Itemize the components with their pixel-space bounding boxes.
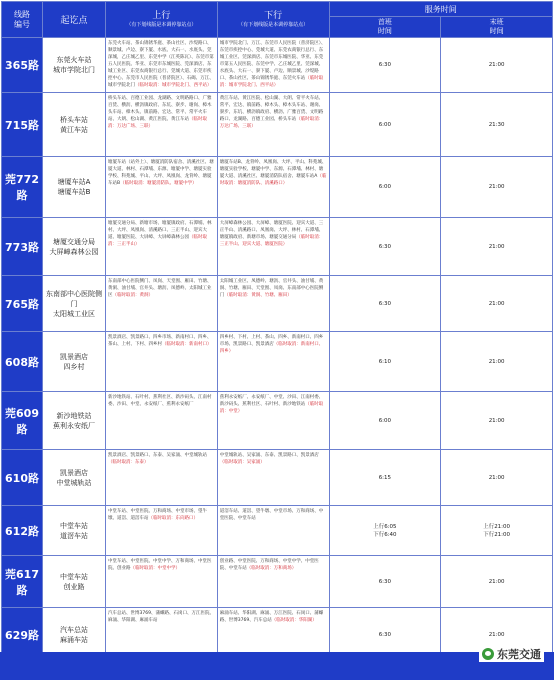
down-cancel-note: （临时取消：城市学院北门、西平站） (219, 76, 324, 88)
route-terminals (43, 392, 106, 450)
down-stops (217, 157, 329, 218)
terminal-b: 中堂城轨站 (56, 478, 92, 487)
route-number: 莞772路 (2, 157, 43, 218)
first-bus-time: 6:10 (329, 332, 441, 392)
terminal-a: 凯景酒店 (60, 352, 88, 361)
first-bus-time: 6:00 (329, 392, 441, 450)
up-stops (106, 450, 218, 506)
route-terminals (43, 157, 106, 218)
route-terminals (43, 218, 106, 276)
header-first: 首班 时间 (329, 17, 441, 38)
terminal-a: 汽车总站 (60, 625, 88, 634)
last-bus-time: 21:00 (441, 392, 553, 450)
first-bus-time: 6:30 (329, 608, 441, 662)
wechat-icon (482, 648, 494, 660)
last-bus-time: 21:00 (441, 218, 553, 276)
up-stops (106, 332, 218, 392)
down-stop-list: 黄江车站、黄江医院、松山湖、大朗、常平火车站、常平、宏达、镇前路、樟木头、樟木头车站、谢岗、寮步、东坑、横沥镇政府、横沥、广雅百货、文明路路口、龙湖路、百德工业园、桥头车站 (219, 96, 324, 122)
down-stop-list: 太阳城工业区、凤德岭、塘沥、官井头、油甘埔、黄洞、竹塘、雁田、天堂围、凤岗、东南部中心医院侧门 (219, 279, 324, 298)
route-rows (2, 38, 553, 662)
table-row (2, 332, 553, 392)
down-cancel-note: （临时取消：华阳湖） (271, 618, 317, 623)
route-number: 715路 (2, 93, 43, 157)
terminal-b: 麻涌车站 (60, 635, 88, 644)
down-stop-list: 创业路、中堂医院、万和商场、中堂中学、中堂医院、中堂车站 (219, 559, 319, 571)
up-stop-list: 塘厦交通分局、新塘市场、塘厦镇政府、石潭埔、林村、大坪、凤凰岗、清溪路口、三正半山、迎宾大道、塘厦医院、大屏嶂、大屏嶂森林公园 (108, 221, 212, 240)
terminal-b: 黄江车站 (60, 125, 88, 134)
down-stops (217, 450, 329, 506)
terminal-a: 中堂车站 (60, 572, 88, 581)
down-stops (217, 392, 329, 450)
down-cancel-note: （临时取消：三正半山、迎宾大道、塘厦医院） (219, 235, 324, 247)
route-terminals (43, 276, 106, 332)
up-stop-list: 中堂车站、中堂医院、中堂中学、万和商场、中堂医院、创业路 (108, 559, 212, 571)
down-stops (217, 276, 329, 332)
up-stop-list: 新沙地铁站、石叶村、蕉利社区、新沙码头、江南村委、沙田、中堂、永安纸厂、蕉利永安纸厂 (108, 395, 212, 407)
up-stops (106, 506, 218, 556)
terminal-b: 大屏嶂森林公园 (49, 247, 99, 256)
down-stop-list: 中堂城轨站、吴家涌、东泰、凯景路口、凯景酒店 (219, 453, 319, 458)
last-bus-time: 21:00 (441, 157, 553, 218)
down-stops (217, 332, 329, 392)
route-terminals (43, 332, 106, 392)
terminal-a: 塘厦交通分局 (53, 237, 95, 246)
down-cancel-note: （临时取消：吴家涌） (219, 460, 265, 465)
terminal-b: 四乡村 (63, 362, 85, 371)
terminal-b: 太阳城工业区 (53, 309, 95, 318)
terminal-b: 道滘车站 (60, 531, 88, 540)
route-number: 610路 (2, 450, 43, 506)
up-stop-list: 桥头车站、百德工业园、龙湖路、文明路路口、广雅百货、横沥、横沥镇政府、东坑、寮步、谢岗、樟木头车站、樟木头、镇前路、宏达、常平、常平火车站、大朗、松山湖、黄江医院、黄江车站 (108, 96, 212, 122)
up-cancel-note: （临时取消：黄洞） (112, 293, 153, 298)
terminal-a: 东南部中心医院侧门 (46, 289, 102, 308)
up-stops (106, 276, 218, 332)
terminal-a: 凯景酒店 (60, 468, 88, 477)
up-cancel-note: （临时取消：东向路口） (148, 516, 198, 521)
last-bus-time: 21:00 (441, 276, 553, 332)
up-stops (106, 218, 218, 276)
route-number: 773路 (2, 218, 43, 276)
last-bus-time: 21:00 (441, 38, 553, 93)
up-cancel-note: （临时取消：塘厦消防队、塘厦中学） (120, 181, 197, 186)
route-terminals (43, 450, 106, 506)
route-terminals (43, 506, 106, 556)
route-number: 莞617路 (2, 556, 43, 608)
down-stop-list: 大屏嶂森林公园、大屏嶂、塘厦医院、迎宾大道、三正半山、清溪路口、凤凰岗、大坪、林村、石潭埔、塘厦镇政府、新塘市场、塘厦交通分局 (219, 221, 324, 240)
down-stop-list: 麻涌车站、华阳湖、麻涌、万江医院、石岗口、蒲螺路、世博3769、汽车总站 (219, 611, 324, 623)
table-row (2, 157, 553, 218)
terminal-b: 创业路 (63, 582, 85, 591)
down-stops (217, 38, 329, 93)
header-line-no: 线路 编号 (2, 2, 43, 38)
up-stop-list: 东莞火车站、茶山锦锈华庭、茶山社区、沙堤路口、顺景城、卢边、寮下厦、水底、大石一、水底头、莞深城，乙庄城乙里、东莞中学（江英陈瓦）、东莞市第五人民医院、华亚、东莞市东城医院、莞深酒店、东城工业区、东莞农商银行总行、莞城大道、东莞市疾控中心、东莞市人民医院（普济院区）、石碣、万江、城市学院北门 (108, 41, 214, 88)
down-cancel-note: （临时取消：万和商场） (246, 566, 297, 571)
down-cancel-note: （临时取消：万达广场、三联） (219, 117, 324, 129)
route-number: 608路 (2, 332, 43, 392)
table-row (2, 38, 553, 93)
route-terminals (43, 93, 106, 157)
table-row (2, 450, 553, 506)
table-row (2, 392, 553, 450)
down-stop-list: 道滘车站、道滘、望牛墩、中堂市场、万和商场、中堂医院、中堂车站 (219, 509, 324, 521)
first-bus-time: 6:15 (329, 450, 441, 506)
footer-bar (0, 652, 554, 680)
down-cancel-note: （临时取消：黄洞、竹塘、雁田） (224, 293, 292, 298)
up-cancel-note: （临时取消：新南村口） (162, 342, 212, 347)
route-number: 莞609路 (2, 392, 43, 450)
route-terminals (43, 38, 106, 93)
table-row (2, 276, 553, 332)
terminal-a: 中堂车站 (60, 521, 88, 530)
first-bus-time: 上行6:05 下行6:40 (329, 506, 441, 556)
first-bus-time: 6:00 (329, 93, 441, 157)
last-bus-time: 上行21:00 下行21:00 (441, 506, 553, 556)
terminal-a: 东莞火车站 (56, 56, 92, 64)
last-bus-time: 21:00 (441, 608, 553, 662)
down-stop-list: 蕉利永安纸厂、永安纸厂、中堂、沙田、江南村委、新沙码头、蕉利社区、石叶村、新沙地铁站 (219, 395, 324, 407)
header-ends: 起讫点 (43, 2, 106, 38)
header-down-sub: （有下划线版是本调停靠站点） (238, 21, 309, 28)
up-stops (106, 157, 218, 218)
up-stop-list: 东南部中心医院侧门、凤岗、天堂围、雁田、竹塘、黄洞、油甘埔、官井头、塘沥、凤德岭、太阳城工业区 (108, 279, 212, 298)
up-stop-list: 凯景酒店、凯景路口、四乡市场、新南村口、四乡、茶山、上村、下村、四乡村 (108, 335, 212, 347)
last-bus-time: 21:00 (441, 332, 553, 392)
first-bus-time: 6:30 (329, 556, 441, 608)
route-table (1, 1, 553, 662)
up-stop-list: 凯景酒店、凯景路口、东泰、吴家涌、中堂城轨站 (108, 453, 207, 458)
table-row (2, 506, 553, 556)
table-row (2, 556, 553, 608)
up-cancel-note: （临时取消：东泰） (108, 460, 149, 465)
header-service: 服务时间 (329, 2, 553, 17)
terminal-a: 新沙地铁站 (56, 411, 92, 420)
terminal-b: 塘厦车站B (57, 188, 91, 196)
up-cancel-note: （临时取消：万达广场、三联） (108, 117, 207, 129)
down-stops (217, 556, 329, 608)
down-stops (217, 218, 329, 276)
up-cancel-note: （临时取消：中堂中学） (130, 566, 180, 571)
terminal-a: 桥头车站 (60, 115, 88, 124)
up-stop-list: 塘厦车站（站外上）、塘厦消防队宿舍、清溪社区、塘厦大道、林村、石潭埔、东源、塘厦中学、塘厦实验学校、科苑城、平山、大坪、凤凰岗、龙背岭、塘厦车站B (108, 160, 214, 186)
down-stops (217, 93, 329, 157)
down-cancel-note: （临时取消：中堂） (219, 402, 324, 414)
terminal-a: 塘厦车站A (57, 178, 91, 186)
down-stops (217, 506, 329, 556)
route-terminals (43, 556, 106, 608)
header-up-sub: （有下划线版是本调停靠站点） (126, 21, 197, 28)
first-bus-time: 6:30 (329, 276, 441, 332)
up-stop-list: 中堂车站、中堂医院、万和商场、中堂市场、望牛墩、道滘、道滘车站 (108, 509, 207, 521)
first-bus-time: 6:30 (329, 218, 441, 276)
table-row (2, 93, 553, 157)
route-number: 765路 (2, 276, 43, 332)
route-table-sheet (1, 1, 553, 651)
header-up-label: 上行 (152, 10, 171, 21)
route-number: 365路 (2, 38, 43, 93)
last-bus-time: 21:00 (441, 450, 553, 506)
down-cancel-note: （临时取消：新南村口、四乡） (219, 342, 324, 354)
up-cancel-note: （临时取消：三正半山） (108, 235, 207, 247)
route-number: 629路 (2, 608, 43, 662)
up-stops (106, 556, 218, 608)
header-up (106, 2, 218, 38)
header-down-label: 下行 (264, 10, 283, 21)
first-bus-time: 6:30 (329, 38, 441, 93)
header-down (217, 2, 329, 38)
terminal-b: 蕉利永安纸厂 (53, 421, 95, 430)
up-stops (106, 392, 218, 450)
table-row (2, 218, 553, 276)
first-bus-time: 6:00 (329, 157, 441, 218)
up-stops (106, 93, 218, 157)
watermark (479, 646, 544, 662)
down-stop-list: 塘厦车站B、龙背岭、凤凰岗、大坪、平山、科苑城、塘厦实验学校、塘厦中学、东源、石潭埔、林村、塘厦大道、清溪社区、塘厦消防队宿舍、塘厦车站A (219, 160, 327, 179)
down-cancel-note: （临时取消：塘厦消防队、清溪路口） (219, 174, 327, 186)
header-last: 末班 时间 (441, 17, 553, 38)
route-number: 612路 (2, 506, 43, 556)
up-stops (106, 38, 218, 93)
watermark-text: 东莞交通 (497, 648, 541, 661)
up-stop-list: 汽车总站、世博3769、蒲螺路、石岗口、万江医院、麻涌、华阳湖、麻涌车站 (108, 611, 214, 623)
up-cancel-note: （临时取消：城市学院北门、西平站） (135, 83, 212, 88)
down-stop-list: 四乡村、下村、上村、茶山、四乡、新南村口、四乡市场、凯景路口、凯景酒店 (219, 335, 324, 347)
down-stop-list: 城市学院北门、万江、东莞市人民医院（普济院区）、东莞市疾控中心、莞城大道、东莞农商银行总行、东城工业区、莞深酒店、东莞市东城医院、华亚、东莞市第五人民医院、东莞中学、乙庄城乙里、莞深城、水底头、大石一、寮下厦、卢边、顺景城、沙堤路口、茶山社区、茶山锦锈华庭、东莞火车站 (219, 41, 326, 81)
terminal-b: 城市学院北门 (53, 66, 95, 74)
last-bus-time: 21:30 (441, 93, 553, 157)
last-bus-time: 21:00 (441, 556, 553, 608)
